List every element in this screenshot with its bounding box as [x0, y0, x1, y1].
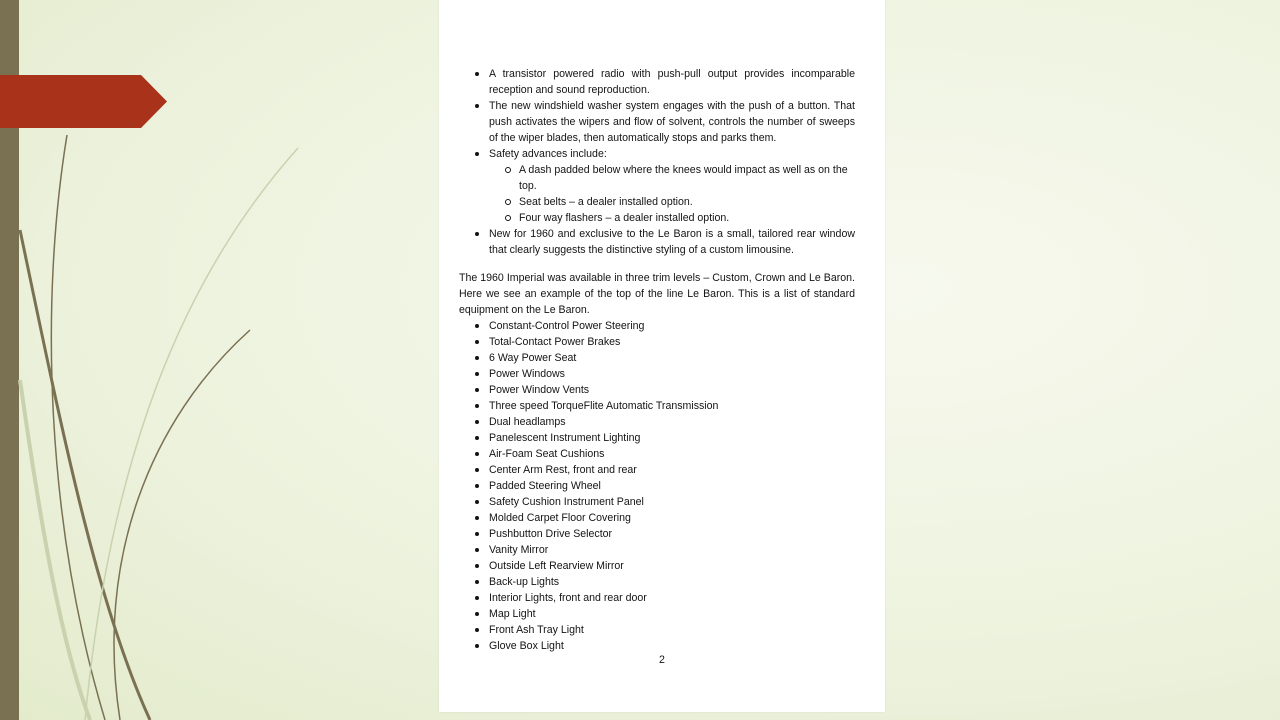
list-item-text: A transistor powered radio with push-pull output provides incomparable reception and sound reproduction.	[489, 68, 855, 96]
equipment-item-text: Panelescent Instrument Lighting	[489, 432, 641, 444]
sublist-item-text: A dash padded below where the knees would impact as well as on the top.	[519, 164, 848, 192]
equipment-item	[459, 318, 855, 334]
equipment-item-text: Power Window Vents	[489, 384, 590, 396]
equipment-item	[459, 398, 855, 414]
equipment-item	[459, 462, 855, 478]
equipment-item	[459, 382, 855, 398]
equipment-item-text: Glove Box Light	[489, 640, 564, 652]
equipment-item	[459, 430, 855, 446]
equipment-item-text: Total-Contact Power Brakes	[489, 336, 621, 348]
equipment-item-text: Map Light	[489, 608, 536, 620]
equipment-item	[459, 542, 855, 558]
equipment-item-text: Center Arm Rest, front and rear	[489, 464, 637, 476]
equipment-item	[459, 574, 855, 590]
equipment-item	[459, 494, 855, 510]
equipment-item-text: Air-Foam Seat Cushions	[489, 448, 605, 460]
sublist-item	[489, 194, 855, 210]
equipment-item-text: 6 Way Power Seat	[489, 352, 577, 364]
equipment-item	[459, 622, 855, 638]
safety-sublist	[489, 162, 855, 226]
equipment-item-text: Vanity Mirror	[489, 544, 549, 556]
equipment-item	[459, 558, 855, 574]
equipment-item-text: Safety Cushion Instrument Panel	[489, 496, 644, 508]
equipment-item	[459, 366, 855, 382]
sublist-item-text: Four way flashers – a dealer installed option.	[519, 212, 730, 224]
sublist-item	[489, 162, 855, 194]
equipment-list	[459, 318, 855, 654]
list-item	[459, 146, 855, 226]
sublist-item-text: Seat belts – a dealer installed option.	[519, 196, 693, 208]
list-item	[459, 66, 855, 98]
equipment-item-text: Molded Carpet Floor Covering	[489, 512, 631, 524]
equipment-item	[459, 414, 855, 430]
list-item	[459, 226, 855, 258]
page-content	[459, 66, 855, 654]
sublist-item	[489, 210, 855, 226]
list-item-text: The new windshield washer system engages with the push of a button. That push activates the wipers and flow of solvent, controls the number of sweeps of the wiper blades, then automatically stops and parks them.	[489, 100, 855, 144]
equipment-item-text: Pushbutton Drive Selector	[489, 528, 613, 540]
equipment-item-text: Constant-Control Power Steering	[489, 320, 645, 332]
equipment-item	[459, 446, 855, 462]
slide-arrow-tab	[0, 75, 167, 128]
equipment-item-text: Back-up Lights	[489, 576, 560, 588]
equipment-item-text: Outside Left Rearview Mirror	[489, 560, 624, 572]
equipment-item	[459, 590, 855, 606]
equipment-item	[459, 606, 855, 622]
equipment-item-text: Padded Steering Wheel	[489, 480, 601, 492]
equipment-item	[459, 478, 855, 494]
list-item	[459, 98, 855, 146]
equipment-item-text: Interior Lights, front and rear door	[489, 592, 647, 604]
equipment-item	[459, 350, 855, 366]
page-number: 2	[659, 654, 665, 666]
equipment-item	[459, 334, 855, 350]
trim-levels-paragraph: The 1960 Imperial was available in three trim levels – Custom, Crown and Le Baron. Here we see an example of the top of the line Le Baron. This is a list of standard equipment on the Le Baron.	[459, 272, 855, 316]
equipment-item	[459, 526, 855, 542]
equipment-item	[459, 510, 855, 526]
equipment-item-text: Three speed TorqueFlite Automatic Transmission	[489, 400, 719, 412]
feature-list	[459, 66, 855, 258]
document-page	[439, 0, 885, 712]
list-item-text: Safety advances include:	[489, 148, 607, 160]
equipment-item-text: Power Windows	[489, 368, 565, 380]
list-item-text: New for 1960 and exclusive to the Le Baron is a small, tailored rear window that clearly suggests the distinctive styling of a custom limousine.	[489, 228, 855, 256]
equipment-item-text: Dual headlamps	[489, 416, 566, 428]
equipment-item-text: Front Ash Tray Light	[489, 624, 584, 636]
